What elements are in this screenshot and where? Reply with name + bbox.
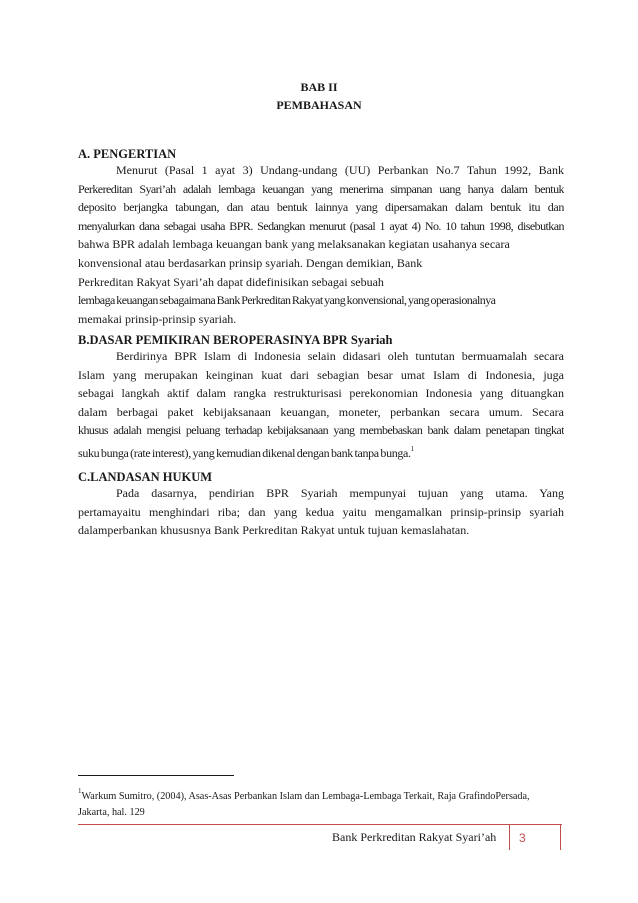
paragraph-line: Perkereditan Syari’ah adalah lembaga keuangan yang menerima simpanan uang hanya dalam bentuk [78,181,564,196]
paragraph-line: menyalurkan dana sebagai usaha BPR. Sedangkan menurut (pasal 1 ayat 4) No. 10 tahun 1998, disebutkan [78,218,564,233]
section-a-paragraph [78,161,564,328]
chapter-label: BAB II [300,80,338,94]
paragraph-line: pertamayaitu menghindari riba; dan yang kedua yaitu mengamalkan prinsip-prinsip syariah [78,504,564,519]
paragraph-line: sebagai langkah aktif dalam rangka restrukturisasi perekonomian Indonesia yang dituangkan [78,386,564,401]
section-a-title: A. PENGERTIAN [78,147,177,161]
paragraph-line: konvensional atau berdasarkan prinsip syariah. Dengan demikian, Bank [78,255,423,270]
paragraph-line: bahwa BPR adalah lembaga keuangan bank yang melaksanakan kegiatan usahanya secara [78,237,510,252]
section-c-title: C.LANDASAN HUKUM [78,470,213,484]
paragraph-line: memakai prinsip-prinsip syariah. [78,311,237,326]
paragraph-line: Menurut (Pasal 1 ayat 3) Undang-undang (UU) Perbankan No.7 Tahun 1992, Bank [116,163,564,177]
paragraph-line: deposito berjangka tabungan, dan atau bentuk lainnya yang dipersamakan dalam bentuk itu dan [78,200,564,215]
page-number: 3 [509,825,561,850]
footnote [78,784,568,820]
footnote-text: Warkum Sumitro, (2004), Asas-Asas Perbankan Islam dan Lembaga-Lembaga Terkait, Raja GrafindoPersada, [81,791,530,802]
paragraph-line: Pada dasarnya, pendirian BPR Syariah mempunyai tujuan yang utama. Yang [116,486,564,500]
section-b-title: B.DASAR PEMIKIRAN BEROPERASINYA BPR Syariah [78,333,393,347]
footer-title: Bank Perkreditan Rakyat Syari’ah [332,830,497,844]
footnote-separator [78,775,234,776]
paragraph-line: dalam berbagai paket kebijaksanaan keuangan, moneter, perbankan secara umum. Secara [78,404,564,419]
footnote-reference[interactable]: 1 [410,444,414,453]
section-b-paragraph [78,347,564,463]
footer-divider [78,824,562,825]
paragraph-line: Perkreditan Rakyat Syari’ah dapat didefinisikan sebagai sebuah [78,274,384,289]
paragraph-line-text: suku bunga (rate interest), yang kemudian dikenal dengan bank tanpa bunga. [78,445,411,460]
paragraph-line: lembaga keuangan sebagaimana Bank Perkreditan Rakyat yang konvensional, yang operasionalnya [78,293,496,308]
section-c-paragraph [78,484,564,540]
paragraph-line: dalamperbankan khususnya Bank Perkreditan Rakyat untuk tujuan kemaslahatan. [78,523,470,538]
footnote-marker: 1 [78,787,82,795]
paragraph-line: Berdirinya BPR Islam di Indonesia selain didasari oleh tuntutan bermuamalah secara [116,349,564,363]
footnote-line [78,784,568,805]
footnote-line: Jakarta, hal. 129 [78,806,145,818]
paragraph-line: Islam yang merupakan keinginan kuat dari sebagian besar umat Islam di Indonesia, juga [78,367,564,382]
paragraph-line [78,440,564,463]
paragraph-line: khusus adalah mengisi peluang terhadap kebijaksanaan yang membebaskan bank dalam penetapan tingkat [78,423,564,438]
chapter-title: PEMBAHASAN [276,98,362,112]
